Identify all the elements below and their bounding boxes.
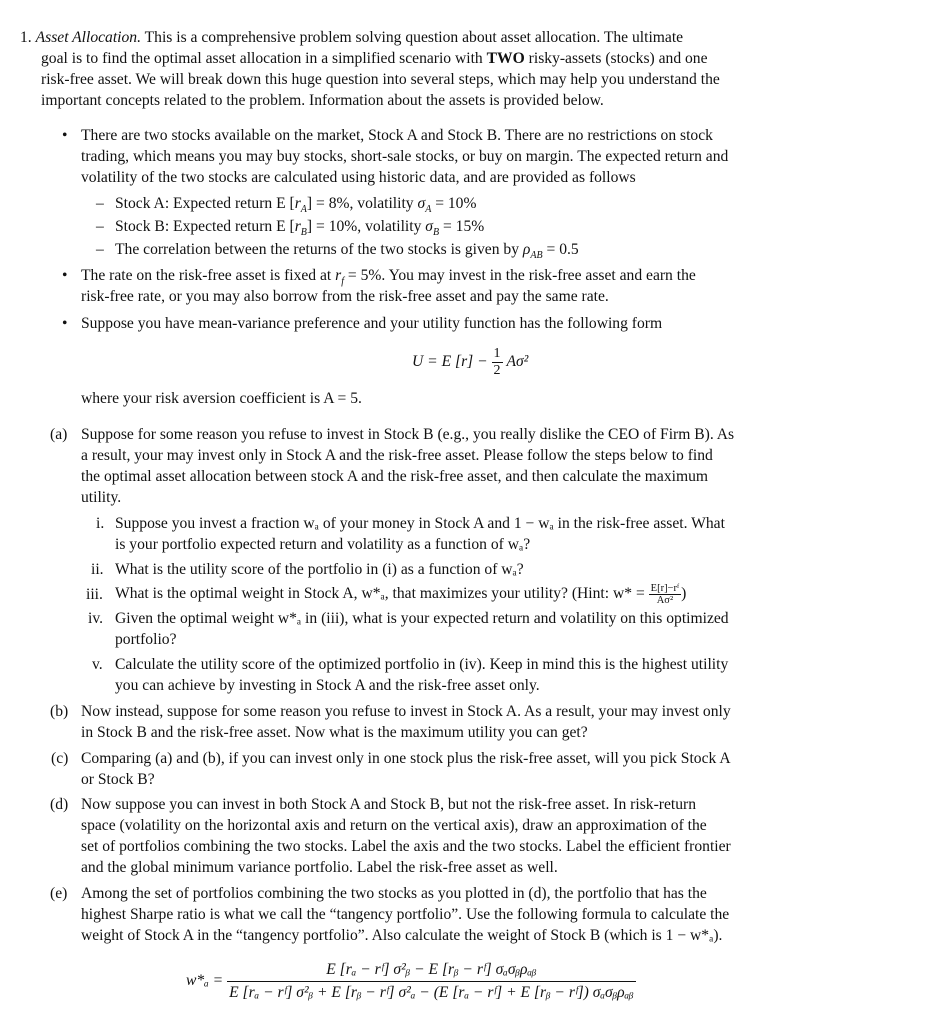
- part-a-v-line-1: Calculate the utility score of the optimized portfolio in (iv). Keep in mind this is the highest utility: [115, 656, 729, 673]
- part-a-ii-label: ii.: [91, 561, 104, 578]
- part-a-iv-line-2: portfolio?: [115, 631, 177, 648]
- intro-text-2: goal is to find the optimal asset allocation in a simplified scenario with: [41, 50, 483, 67]
- question-line-1: [20, 28, 888, 48]
- part-b-line-2: in Stock B and the risk-free asset. Now what is the maximum utility you can get?: [81, 724, 588, 741]
- part-d-line-4: and the global minimum variance portfolio. Label the risk-free asset as well.: [81, 859, 558, 876]
- stock-b-info: Stock B: Expected return E $[r_B] = 10\%$, volatility $\sigma_B = 15\%$: [115, 218, 485, 239]
- part-a-label: (a): [50, 426, 68, 443]
- bullet-1-line-2: trading, which means you may buy stocks, short-sale stocks, or buy on margin. The expected return and: [81, 148, 729, 165]
- tangency-denominator: E [rₐ − rᶠ] σ²ᵦ + E [rᵦ − rᶠ] σ²ₐ − (E [rₐ − rᶠ] + E [rᵦ − rᶠ]) σₐσᵦρₐᵦ: [229, 983, 634, 1001]
- intro-text-1: This is a comprehensive problem solving question about asset allocation. The ultimate: [144, 29, 684, 46]
- correlation-info: The correlation between the returns of the two stocks is given by $\rho_{AB} = 0.5$: [115, 241, 579, 262]
- part-d-label: (d): [50, 796, 69, 813]
- bullet-dot-3: •: [62, 315, 68, 332]
- part-a-i-line-1: Suppose you invest a fraction wₐ of your money in Stock A and 1 − wₐ in the risk-free asset. What: [115, 515, 725, 532]
- question-number: 1.: [20, 29, 32, 46]
- part-c-label: (c): [51, 750, 69, 767]
- part-a-v-label: v.: [92, 656, 103, 673]
- question-title: Asset Allocation.: [35, 29, 142, 46]
- intro-text-3: risky-assets (stocks) and one: [528, 50, 708, 67]
- sub-dash-2: –: [96, 218, 104, 235]
- stock-a-info: Stock A: Expected return E $[r_A] = 8\%$, volatility $\sigma_A = 10\%$: [115, 195, 477, 216]
- preference-line: Suppose you have mean-variance preference and your utility function has the following form: [81, 315, 663, 332]
- intro-text-4: risk-free asset. We will break down this huge question into several steps, which may help you understand the: [41, 71, 720, 88]
- part-a-line-3: the optimal asset allocation between stock A and the risk-free asset, and then calculate the maximum: [81, 468, 709, 485]
- part-a-ii-line: What is the utility score of the portfolio in (i) as a function of wₐ?: [115, 561, 524, 578]
- question-line-3: [41, 70, 720, 90]
- part-d-line-1: Now suppose you can invest in both Stock A and Stock B, but not the risk-free asset. In risk-return: [81, 796, 696, 813]
- part-a-line-1: Suppose for some reason you refuse to invest in Stock B (e.g., you really dislike the CEO of Firm B). As: [81, 426, 735, 443]
- part-a-iv-label: iv.: [88, 610, 104, 627]
- tangency-formula: [186, 956, 636, 1006]
- sub-dash-3: –: [96, 241, 104, 258]
- part-e-line-1: Among the set of portfolios combining the two stocks as you plotted in (d), the portfolio that has the: [81, 885, 707, 902]
- part-a-i-line-2: is your portfolio expected return and volatility as a function of wₐ?: [115, 536, 531, 553]
- part-a-iv-line-1: Given the optimal weight w*ₐ in (iii), what is your expected return and volatility on this optimized: [115, 610, 729, 627]
- part-a-line-4: utility.: [81, 489, 122, 506]
- part-a-line-2: a result, your may invest only in Stock A and the risk-free asset. Please follow the steps below to find: [81, 447, 713, 464]
- bullet-1-line-3: volatility of the two stocks are calculated using historic data, and are provided as follows: [81, 169, 636, 186]
- part-c-line-2: or Stock B?: [81, 771, 155, 788]
- bullet-dot-1: •: [62, 127, 68, 144]
- part-a-iii-line: What is the optimal weight in Stock A, w*ₐ, that maximizes your utility? (Hint: w* = $\frac{\text{E[r]−rᶠ}}{\text{Aσ²}}$ ): [115, 582, 687, 606]
- part-e-line-2: highest Sharpe ratio is what we call the “tangency portfolio”. Use the following formula to calculate the: [81, 906, 730, 923]
- part-e-line-3: weight of Stock A in the “tangency portfolio”. Also calculate the weight of Stock B (which is 1 − w*ₐ).: [81, 927, 723, 944]
- question-line-2: [41, 49, 708, 69]
- part-b-label: (b): [50, 703, 69, 720]
- part-d-line-2: space (volatility on the horizontal axis and return on the vertical axis), draw an approximation of the: [81, 817, 707, 834]
- intro-bold-two: TWO: [486, 50, 525, 67]
- part-a-i-label: i.: [96, 515, 105, 532]
- risk-free-line-1: The rate on the risk-free asset is fixed at $r_f = 5\%$. You may invest in the risk-free asset and earn the: [81, 267, 696, 288]
- tangency-numerator: E [rₐ − rᶠ] σ²ᵦ − E [rᵦ − rᶠ] σₐσᵦρₐᵦ: [227, 959, 636, 982]
- sub-dash-1: –: [96, 195, 104, 212]
- part-b-line-1: Now instead, suppose for some reason you refuse to invest in Stock A. As a result, your may invest only: [81, 703, 731, 720]
- part-a-iii-label: iii.: [86, 586, 103, 603]
- risk-free-line-2: risk-free rate, or you may also borrow from the risk-free asset and pay the same rate.: [81, 288, 609, 305]
- tangency-lhs: w*ₐ =: [186, 972, 224, 989]
- utility-equation: U = E [r] − $\frac{1}{2}$ Aσ²: [412, 345, 529, 378]
- part-e-label: (e): [50, 885, 68, 902]
- part-d-line-3: set of portfolios combining the two stocks. Label the axis and the two stocks. Label the efficient frontier: [81, 838, 731, 855]
- intro-text-5: important concepts related to the problem. Information about the assets is provided below.: [41, 92, 604, 109]
- bullet-1-line-1: There are two stocks available on the market, Stock A and Stock B. There are no restrictions on stock: [81, 127, 713, 144]
- bullet-dot-2: •: [62, 267, 68, 284]
- part-c-line-1: Comparing (a) and (b), if you can invest only in one stock plus the risk-free asset, will you pick Stock A: [81, 750, 731, 767]
- risk-aversion-line: where your risk aversion coefficient is A = 5.: [81, 390, 362, 407]
- question-line-4: [41, 91, 604, 111]
- part-a-v-line-2: you can achieve by investing in Stock A and the risk-free asset only.: [115, 677, 540, 694]
